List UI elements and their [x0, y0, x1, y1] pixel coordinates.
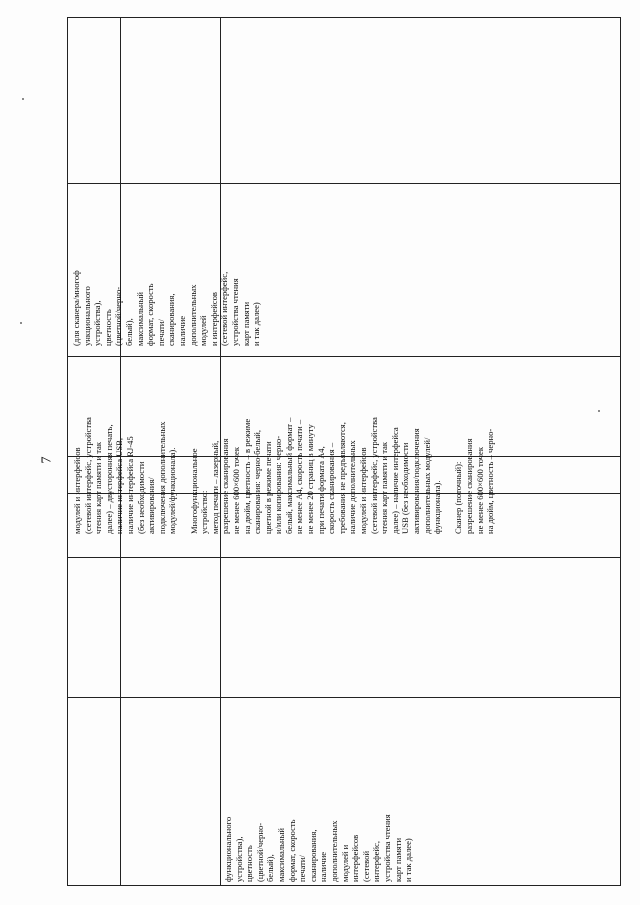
cell-2-2 [121, 558, 221, 698]
table-row-top [68, 18, 121, 886]
cell-1-3 [68, 494, 121, 558]
page-number: 7 [39, 456, 55, 464]
cell-3-3 [221, 494, 621, 558]
scan-speck [20, 322, 22, 324]
cell-3-7 [221, 18, 621, 184]
specification-value-text: модулей и интерфейсов (сетевой интерфейс, устройства чтения карт памяти и так далее) – двусторонняя печать, наличие интерфейса USB, наличие интерфейса RJ-45 (без необходимости активирования/ подключения дополнительных модулей/функционала). Многофункциональное устройство: метод печати – лазерный, разрешение сканирования не менее 600×600 точек на дюйм, цветность – в режиме сканирования: черно-белый, цветной в режиме печати и/или копирования: черно- белый, максимальный формат – не менее А4, скорость печати – не менее 20 страниц в минуту при печати формата А4, скорость сканирования – требования не предъявляются, наличие дополнительных модулей и интерфейсов (сетевой интерфейс, устройства чтения карт памяти и так далее) – наличие интерфейса USB (без необходимости активирования/подключения дополнительных модулей/ функционала). Сканер (поточный): разрешение сканирования не менее 600×600 точек на дюйм, цветность – черно- [72, 417, 496, 534]
cell-3-5 [221, 357, 621, 457]
cell-characteristic-text [221, 698, 621, 886]
table-row-specs [221, 18, 621, 886]
cell-2-3 [121, 494, 221, 558]
cell-2-6 [121, 184, 221, 357]
cell-1-6 [68, 184, 121, 357]
cell-3-2 [221, 558, 621, 698]
cell-1-1 [68, 698, 121, 886]
table-row-narrow [121, 18, 221, 886]
cell-1-2 [68, 558, 121, 698]
cell-2-5 [121, 357, 221, 457]
scan-speck [22, 98, 24, 100]
requirement-text: (для сканера/многоф ункционального устройства), цветность (цветной/черно- белый), максимальный формат, скорость печати/ сканирования, наличие дополнительных модулей и интерфейсов (сетевой интерфейс, устройства чтения карт памяти и так далее) [71, 270, 262, 346]
specification-table [67, 17, 621, 886]
cell-2-1 [121, 698, 221, 886]
cell-1-5 [68, 357, 121, 457]
characteristic-text: функционального устройства), цветность (цветной/черно- белый), максимальный формат, скорость печати/ сканирования, наличие дополнительных модулей и интерфейсов (сетевой интерфейс, устройства чтения карт памяти и так далее) [223, 814, 414, 882]
cell-3-4 [221, 457, 621, 494]
rotated-table-wrapper [67, 18, 621, 886]
cell-2-4 [121, 457, 221, 494]
cell-2-7 [121, 18, 221, 184]
scan-speck [598, 410, 600, 412]
cell-1-7 [68, 18, 121, 184]
cell-1-4 [68, 457, 121, 494]
cell-3-6 [221, 184, 621, 357]
